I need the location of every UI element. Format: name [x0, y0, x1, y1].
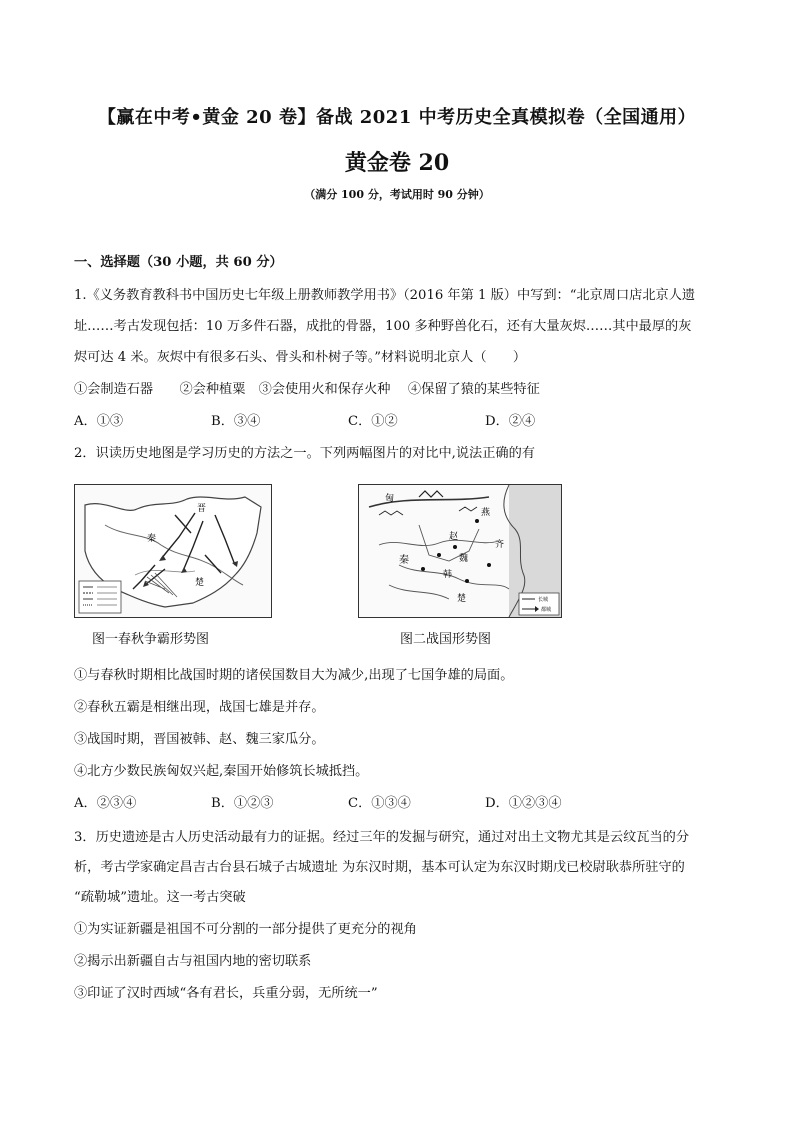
map1-caption: 图一春秋争霸形势图 — [92, 632, 210, 647]
q2-statement-1: ①与春秋时期相比战国时期的诸侯国数目大为减少,出现了七国争雄的局面。 — [74, 668, 514, 683]
q2-option-d: D．①②③④ — [485, 796, 562, 811]
map2-caption: 图二战国形势图 — [400, 632, 492, 647]
map-warring-states-drawing — [359, 485, 561, 617]
q2-option-b: B．①②③ — [211, 796, 274, 811]
exam-subtitle: 黄金卷 20 — [344, 150, 450, 176]
map1-label-0: 秦 — [147, 534, 157, 544]
q3-statement-1: ①为实证新疆是祖国不可分割的一部分提供了更充分的视角 — [74, 922, 417, 937]
map2-label-2: 赵 — [449, 532, 459, 542]
q3-line2: 析，考古学家确定昌吉古台县石城子古城遗址 为东汉时期，基本可认定为东汉时期戊已校尉耿恭所驻守的 — [74, 860, 685, 875]
q3-line1: 3．历史遗迹是古人历史活动最有力的证据。经过三年的发掘与研究，通过对出土文物尤其是云纹瓦当的分 — [74, 830, 690, 845]
q2-statement-3: ③战国时期，晋国被韩、赵、魏三家瓜分。 — [74, 732, 325, 747]
q3-statement-3: ③印证了汉时西域“各有君长，兵重分弱，无所统一” — [74, 986, 378, 1001]
q2-option-c: C．①③④ — [348, 796, 411, 811]
q3-line3: “疏勒城”遗址。这一考古突破 — [74, 890, 246, 905]
q2-stem: 2．识读历史地图是学习历史的方法之一。下列两幅图片的对比中,说法正确的有 — [74, 446, 535, 461]
exam-title: 【赢在中考•黄金 20 卷】备战 2021 中考历史全真模拟卷（全国通用） — [97, 107, 697, 128]
q1-line1: 1.《义务教育教科书中国历史七年级上册教师教学用书》（2016 年第 1 版）中写到：“北京周口店北京人遗 — [74, 288, 696, 303]
map-spring-autumn — [74, 484, 272, 618]
exam-note: （满分 100 分，考试用时 90 分钟） — [304, 188, 490, 201]
q2-option-a: A．②③④ — [74, 796, 137, 811]
q1-statements: ①会制造石器 ②会种植粟 ③会使用火和保存火种 ④保留了猿的某些特征 — [74, 382, 540, 397]
map2-label-0: 匈 — [385, 494, 395, 504]
map2-label-7: 楚 — [457, 594, 467, 604]
q2-statement-4: ④北方少数民族匈奴兴起,秦国开始修筑长城抵挡。 — [74, 764, 369, 779]
q1-line3: 烬可达 4 米。灰烬中有很多石头、骨头和朴树子等。”材料说明北京人（ ） — [74, 350, 527, 365]
q1-line2: 址……考古发现包括：10 万多件石器，成批的骨器，100 多种野兽化石，还有大量灰烬……其中最厚的灰 — [74, 319, 692, 334]
map2-legend-0: 长城 — [538, 597, 549, 603]
map2-label-5: 齐 — [495, 540, 505, 550]
q1-option-c: C．①② — [348, 414, 398, 429]
map2-label-3: 魏 — [459, 554, 469, 564]
map-spring-autumn-drawing — [75, 485, 271, 617]
q3-statement-2: ②揭示出新疆自古与祖国内地的密切联系 — [74, 954, 312, 969]
section-heading: 一、选择题（30 小题，共 60 分） — [74, 255, 283, 270]
q1-option-b: B．③④ — [211, 414, 261, 429]
map2-label-4: 秦 — [399, 555, 409, 566]
map2-label-1: 燕 — [481, 508, 491, 518]
map1-label-2: 楚 — [195, 578, 205, 588]
q2-statement-2: ②春秋五霸是相继出现，战国七雄是并存。 — [74, 700, 325, 715]
map2-legend-1: 都城 — [541, 607, 552, 613]
map-warring-states — [358, 484, 562, 618]
map2-label-6: 韩 — [443, 570, 453, 580]
q1-option-a: A．①③ — [74, 414, 124, 429]
map1-label-1: 晋 — [197, 504, 207, 514]
q1-option-d: D．②④ — [485, 414, 536, 429]
